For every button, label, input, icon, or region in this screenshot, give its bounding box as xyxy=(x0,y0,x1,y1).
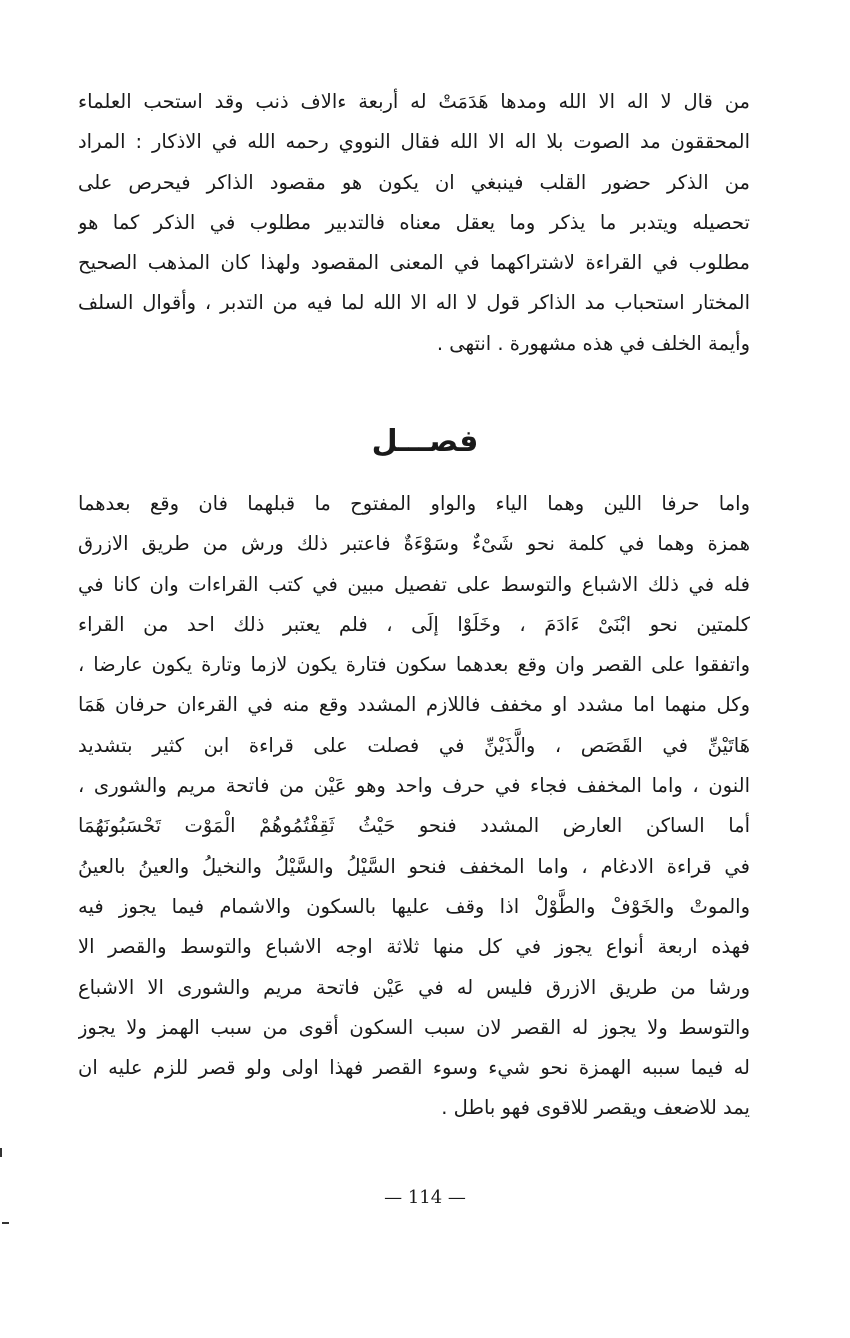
text-line: فهذه اربعة أنواع يجوز في كل منها ثلاثة اوجه الاشباع والتوسط والقصر الا xyxy=(78,935,750,959)
text-line: وكل منهما اما مشدد او مخفف فاللازم المشدد وقع منه في القرءان حرفان هَمَا xyxy=(78,693,750,717)
paragraph-2 xyxy=(78,484,750,1129)
text-line: المختار استحباب مد الذاكر قول لا اله الا الله لما فيه من التدبر ، وأقوال السلف xyxy=(78,291,750,315)
text-line: من الذكر حضور القلب فينبغي ان يكون هو مقصود الذاكر فيحرص على xyxy=(78,170,750,194)
text-line: واما حرفا اللين وهما الياء والواو المفتوح ما قبلهما فان وقع بعدهما xyxy=(78,492,750,515)
section-heading: فصـــل xyxy=(371,424,479,459)
text-line: ورشا من طريق الازرق فليس له في عَيْن فاتحة مريم والشورى الا الاشباع xyxy=(78,975,750,999)
text-line: أما الساكن العارض المشدد فنحو حَيْثُ ثَقِفْتُمُوهُمْ الْمَوْت تَحْسَبُونَهُمَا xyxy=(78,814,750,838)
page-number: — 114 — xyxy=(384,1187,466,1208)
text-line: هَاتَيْنِّ في القَصَص ، والَّذَيْنِّ في فصلت على قراءة ابن كثير بتشديد xyxy=(78,733,750,757)
scan-margin-mark xyxy=(0,1148,2,1157)
text-line: النون ، واما المخفف فجاء في حرف واحد وهو عَيْن من فاتحة مريم والشورى ، xyxy=(78,774,750,798)
text-line: من قال لا اله الا الله ومدها هَدَمَتْ له أربعة ءالاف ذنب وقد استحب العلماء xyxy=(78,90,750,113)
scan-margin-mark xyxy=(2,1222,9,1224)
text-line: والموتْ والخَوْفْ والطَّوْلْ اذا وقف عليها بالسكون والاشمام فيما يجوز فيه xyxy=(78,894,750,918)
text-line: له فيما سببه الهمزة نحو شيء وسوء القصر فهذا اولى ولو قصر للزم عليه ان xyxy=(78,1056,750,1080)
text-line: المحققون مد الصوت بلا اله الا الله فقال النووي رحمه الله في الاذكار : المراد xyxy=(78,130,750,154)
text-line: مطلوب في القراءة لاشتراكهما في المعنى المقصود ولهذا كان المذهب الصحيح xyxy=(78,251,750,275)
text-line: همزة وهما في كلمة نحو شَىْءٌ وسَوْءَةٌ فاعتبر ذلك ورش من طريق الازرق xyxy=(78,532,750,556)
text-line: والتوسط ولا يجوز له القصر لان سبب السكون أقوى من سبب الهمز ولا يجوز xyxy=(78,1015,750,1039)
paragraph-1 xyxy=(78,82,750,364)
text-line: فله في ذلك الاشباع والتوسط على تفصيل مبين في كتب القراءات وان كانا في xyxy=(78,572,750,596)
text-line: يمد للاضعف ويقصر للاقوى فهو باطل . xyxy=(441,1096,750,1120)
text-line: واتفقوا على القصر وان وقع بعدهما سكون فتارة يكون لازما وتارة يكون عارضا ، xyxy=(78,653,750,677)
text-line: في قراءة الادغام ، واما المخفف فنحو السَّيْلُ والسَّيْلُ والنخيلُ والعينُ بالعينُ xyxy=(78,854,750,878)
text-line: تحصيله ويتدبر ما يذكر وما يعقل معناه فالتدبير مطلوب في الذكر كما هو xyxy=(78,210,750,234)
text-line: كلمتين نحو ابْنَىْ ءَادَمَ ، وخَلَوْا إلَى ، فلم يعتبر ذلك احد من القراء xyxy=(78,612,750,636)
text-line: وأيمة الخلف في هذه مشهورة . انتهى . xyxy=(436,331,750,355)
